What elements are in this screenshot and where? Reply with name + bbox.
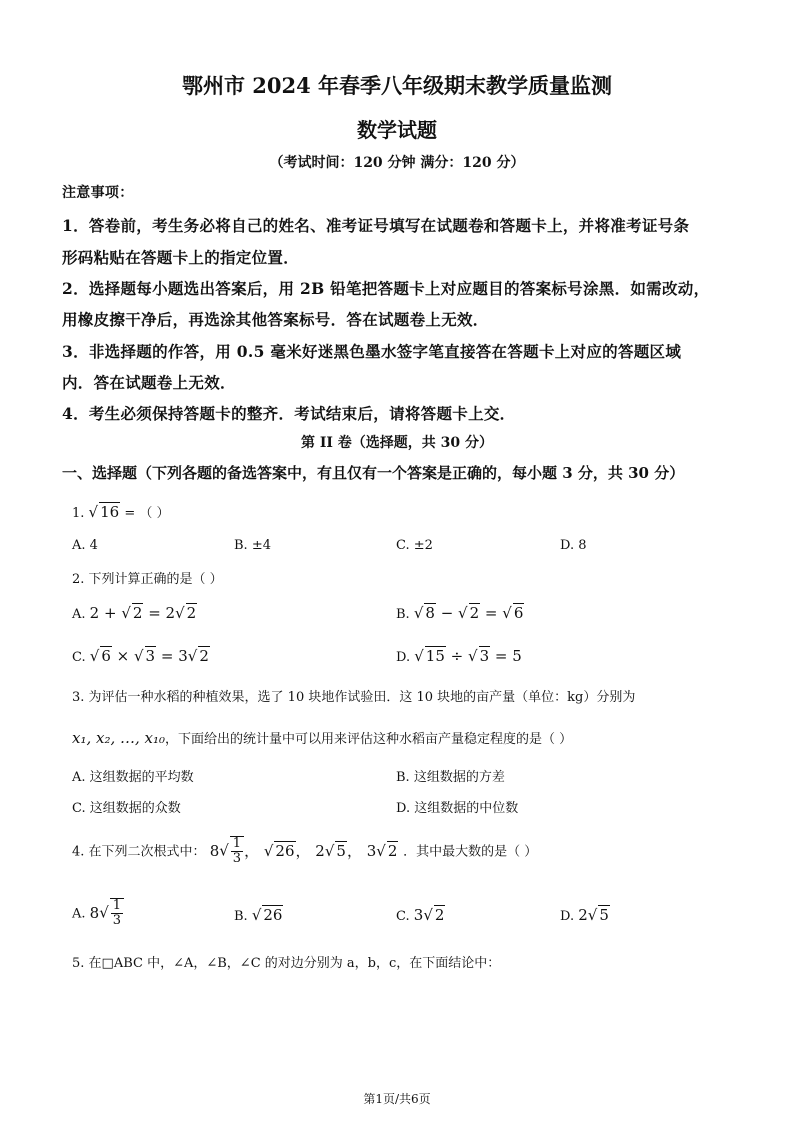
notice-line-5: 3．非选择题的作答，用 0.5 毫米好迷黑色墨水签字笔直接答在答题卡上对应的答题区域 (62, 342, 682, 361)
q2-option-a[interactable]: A. 2 + √ 2 = 2√ 2 (72, 604, 197, 622)
page-footer: 第1页/共6页 (363, 1092, 431, 1106)
notice-line-1: 1．答卷前，考生务必将自己的姓名、准考证号填写在试题卷和答题卡上，并将准考证号条 (62, 216, 690, 235)
exam-title: 鄂州市 2024 年春季八年级期末教学质量监测 (181, 73, 613, 98)
question-4: 4. 在下列二次根式中： 8√ $\frac{1}{3}$ ， √ 26， 2√ 5， 3√ 2 ．其中最大数的是（ ） (72, 836, 538, 866)
question-number: 1. (72, 506, 85, 521)
q4-option-d[interactable]: D. 2√ 5 (560, 906, 609, 924)
notice-line-3: 2．选择题每小题选出答案后，用 2B 铅笔把答题卡上对应题目的答案标号涂黑．如需改动， (62, 279, 710, 298)
notice-heading: 注意事项： (62, 185, 134, 201)
q3-option-c[interactable]: C. 这组数据的众数 (72, 801, 181, 816)
q1-option-b[interactable]: B. ±4 (234, 538, 271, 553)
q2-option-c[interactable]: C. √ 6 × √ 3 = 3√ 2 (72, 647, 209, 665)
q3-option-a[interactable]: A. 这组数据的平均数 (72, 770, 194, 785)
notice-line-4: 用橡皮擦干净后，再选涂其他答案标号．答在试题卷上无效． (62, 310, 489, 329)
question-5: 5. 在□ABC 中，∠A，∠B，∠C 的对边分别为 a，b，c，在下面结论中： (72, 956, 501, 971)
q1-option-a[interactable]: A. 4 (72, 538, 98, 553)
q3-option-b[interactable]: B. 这组数据的方差 (396, 770, 505, 785)
question-tail: = （ ） (120, 506, 170, 521)
variable-list: x₁, x₂, …, x₁₀ (72, 729, 166, 747)
exam-info: （考试时间：120 分钟 满分：120 分） (269, 155, 525, 171)
question-3: 3. 为评估一种水稻的种植效果，选了 10 块地作试验田．这 10 块地的亩产量（单位：kg）分别为 (72, 690, 636, 705)
q4-option-a[interactable]: A. 8√ $\frac{1}{3}$ (72, 898, 124, 928)
notice-line-6: 内．答在试题卷上无效． (62, 373, 236, 392)
q2-option-b[interactable]: B. √ 8 − √ 2 = √ 6 (396, 604, 524, 622)
notice-line-2: 形码粘贴在答题卡上的指定位置． (62, 248, 300, 267)
part-title: 第 II 卷（选择题，共 30 分） (300, 435, 494, 451)
q2-option-d[interactable]: D. √ 15 ÷ √ 3 = 5 (396, 647, 522, 665)
q4-option-b[interactable]: B. √ 26 (234, 906, 283, 924)
subject-title: 数学试题 (357, 118, 437, 142)
q1-option-d[interactable]: D. 8 (560, 538, 587, 553)
q1-option-c[interactable]: C. ±2 (396, 538, 433, 553)
question-2: 2. 下列计算正确的是（ ） (72, 572, 223, 587)
notice-line-7: 4．考生必须保持答题卡的整齐．考试结束后，请将答题卡上交． (62, 404, 516, 423)
q4-option-c[interactable]: C. 3√ 2 (396, 906, 445, 924)
question-1 (72, 502, 170, 521)
question-3-cont: x₁, x₂, …, x₁₀，下面给出的统计量中可以用来评估这种水稻亩产量稳定程度的是（ ） (72, 729, 573, 747)
section-heading: 一、选择题（下列各题的备选答案中，有且仅有一个答案是正确的，每小题 3 分，共 30 分） (62, 464, 685, 482)
sqrt-expr: √ 16 (88, 503, 120, 521)
q3-option-d[interactable]: D. 这组数据的中位数 (396, 801, 519, 816)
